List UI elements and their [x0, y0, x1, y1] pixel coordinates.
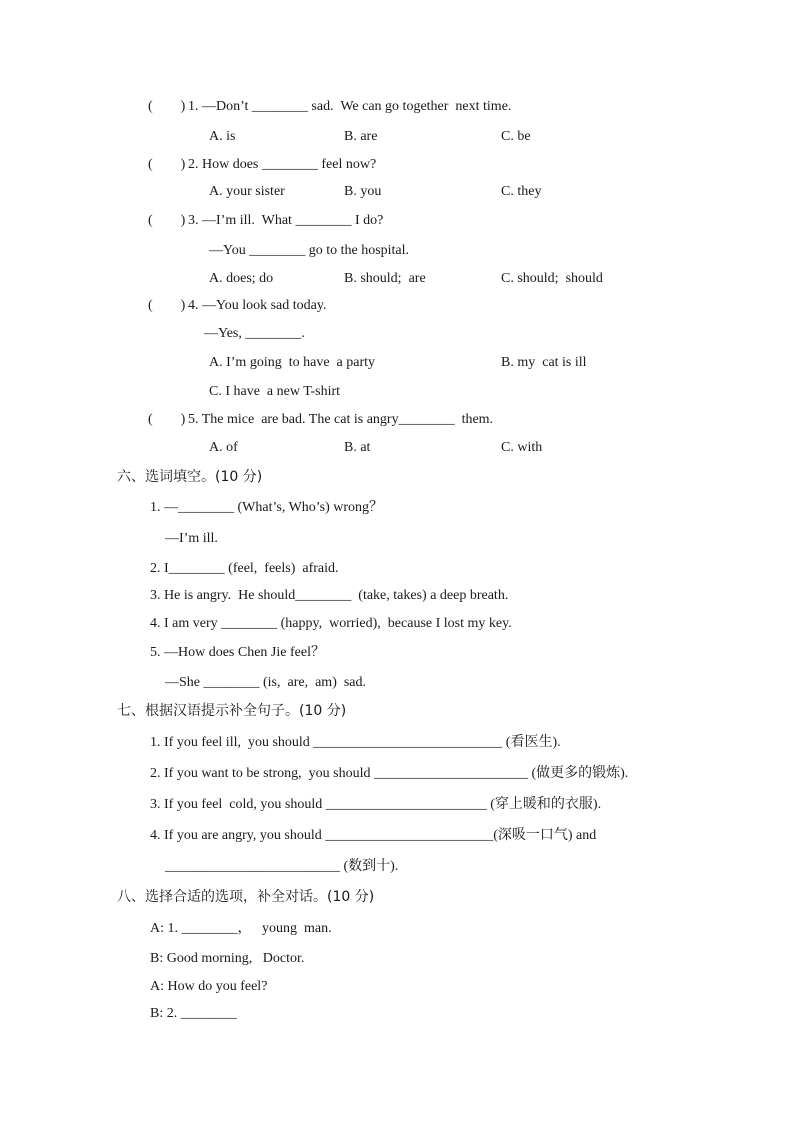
option-a: A. of: [209, 440, 238, 455]
option-b: B. are: [344, 129, 378, 144]
option-c: C. I have a new T-shirt: [209, 384, 341, 399]
answer-paren[interactable]: ( ): [148, 99, 186, 114]
option-c: C. with: [501, 440, 543, 455]
section-title: 七、根据汉语提示补全句子。(10 分): [117, 703, 347, 719]
list-item: 5. —How does Chen Jie feel？: [150, 645, 325, 660]
option-b: B. should; are: [344, 271, 426, 286]
option-a: A. does; do: [209, 271, 274, 286]
option-c: C. they: [501, 184, 542, 199]
question-line-2: —You ________ go to the hospital.: [209, 243, 410, 258]
list-item: —I’m ill.: [165, 531, 218, 546]
question-stem: 1. —Don’t ________ sad. We can go together next time.: [188, 99, 512, 114]
list-item: 4. If you are angry, you should ________________________(深吸一口气) and: [150, 828, 597, 843]
list-item: 3. He is angry. He should________ (take, takes) a deep breath.: [150, 588, 509, 603]
question-stem: 3. —I’m ill. What ________ I do?: [188, 213, 384, 228]
list-item: 2. I________ (feel, feels) afraid.: [150, 561, 339, 576]
question-stem: 4. —You look sad today.: [188, 298, 327, 313]
dialogue-line: B: 2. ________: [150, 1006, 237, 1021]
option-a: A. I’m going to have a party: [209, 355, 376, 370]
dialogue-line: A: How do you feel?: [150, 979, 268, 994]
section-title: 八、选择合适的选项，补全对话。(10 分): [117, 889, 375, 905]
list-item: 1. —________ (What’s, Who’s) wrong？: [150, 500, 384, 515]
list-item: —She ________ (is, are, am) sad.: [165, 675, 367, 690]
list-item: 1. If you feel ill, you should ___________________________ (看医生).: [150, 735, 561, 750]
option-b: B. at: [344, 440, 371, 455]
option-c: C. be: [501, 129, 531, 144]
answer-paren[interactable]: ( ): [148, 213, 186, 228]
question-line-2: —Yes, ________.: [204, 326, 305, 341]
option-a: A. is: [209, 129, 236, 144]
answer-paren[interactable]: ( ): [148, 412, 186, 427]
answer-paren[interactable]: ( ): [148, 298, 186, 313]
section-title: 六、选词填空。(10 分): [117, 469, 263, 485]
list-item: 3. If you feel cold, you should _______________________ (穿上暖和的衣服).: [150, 797, 602, 812]
list-item: _________________________ (数到十).: [165, 859, 399, 874]
option-b: B. my cat is ill: [501, 355, 587, 370]
question-stem: 5. The mice are bad. The cat is angry________ them.: [188, 412, 494, 427]
dialogue-line: B: Good morning, Doctor.: [150, 951, 305, 966]
option-a: A. your sister: [209, 184, 285, 199]
question-stem: 2. How does ________ feel now?: [188, 157, 377, 172]
answer-paren[interactable]: ( ): [148, 157, 186, 172]
list-item: 4. I am very ________ (happy, worried), because I lost my key.: [150, 616, 512, 631]
option-b: B. you: [344, 184, 382, 199]
option-c: C. should; should: [501, 271, 603, 286]
list-item: 2. If you want to be strong, you should ______________________ (做更多的锻炼).: [150, 766, 629, 781]
dialogue-line: A: 1. ________， young man.: [150, 921, 332, 936]
